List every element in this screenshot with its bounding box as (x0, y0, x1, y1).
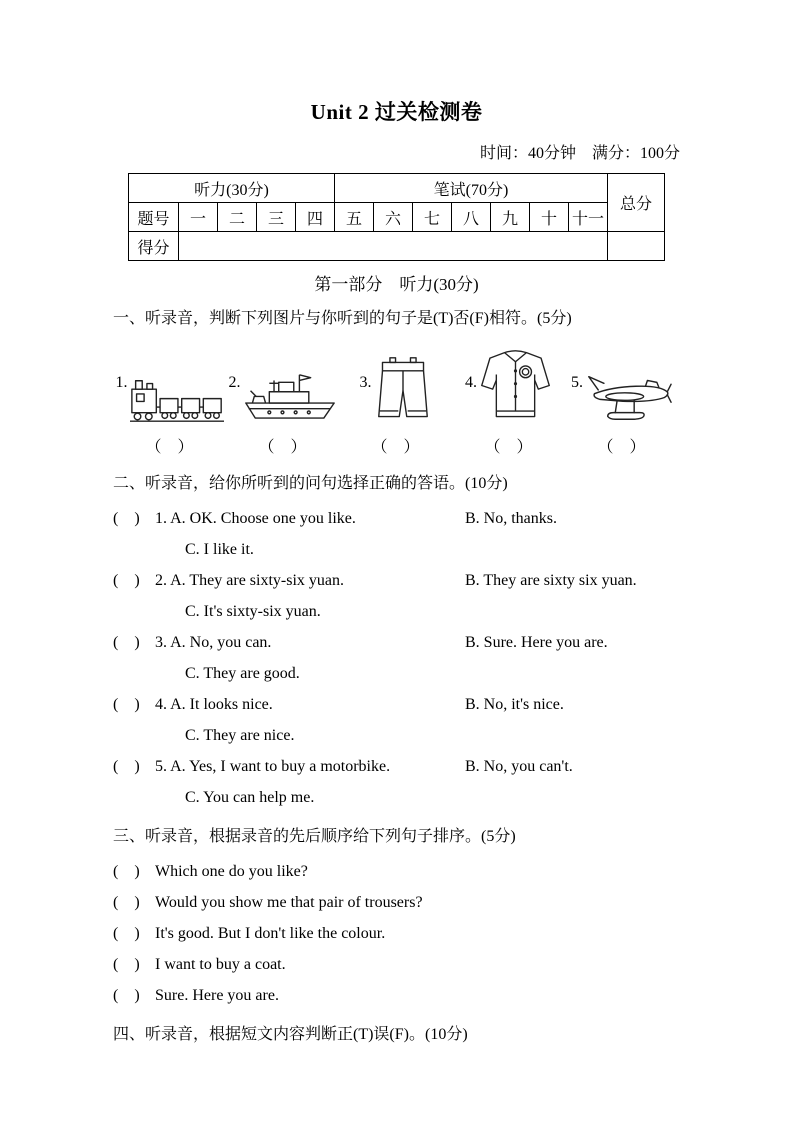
option-b: B. No, it's nice. (465, 696, 564, 713)
sentence-text: Which one do you like? (155, 863, 308, 880)
section4-title: 四、听录音，根据短文内容判断正(T)误(F)。(10分) (113, 1026, 468, 1043)
question-number-cell: 三 (257, 203, 296, 232)
picture-number: 5. (571, 374, 583, 391)
picture-number: 3. (359, 374, 372, 391)
picture-number: 1. (115, 374, 128, 391)
sentence-text: It's good. But I don't like the colour. (155, 925, 386, 942)
question-item-5 (113, 751, 680, 813)
option-c: C. They are nice. (185, 727, 295, 744)
question-number-cell: 二 (218, 203, 257, 232)
sentence-text: Sure. Here you are. (155, 987, 279, 1004)
sentence-text: Would you show me that pair of trousers? (155, 894, 423, 911)
answer-bracket: （ ） (484, 439, 533, 456)
question-number-cell: 十一 (569, 203, 608, 232)
answer-bracket: ( ) (113, 987, 140, 1004)
seaplane-icon (585, 371, 672, 424)
option-b: B. No, thanks. (465, 510, 557, 527)
score-row (129, 232, 665, 261)
picture-item-5 (565, 342, 678, 460)
option-a: 3. A. No, you can. (155, 634, 272, 651)
part1-header: 第一部分 听力(30分) (314, 275, 479, 294)
answer-bracket: ( ) (113, 758, 140, 775)
sentence-item-5 (113, 980, 680, 1011)
option-b: B. No, you can't. (465, 758, 573, 775)
option-c: C. You can help me. (185, 789, 315, 806)
question-item-4 (113, 689, 680, 751)
total-header-cell: 总分 (608, 174, 665, 232)
option-c: C. They are good. (185, 665, 300, 682)
section1-title: 一、听录音，判断下列图片与你听到的句子是(T)否(F)相符。(5分) (113, 310, 572, 327)
answer-bracket: ( ) (113, 863, 140, 880)
total-score-cell (608, 232, 665, 261)
question-number-cell: 五 (335, 203, 374, 232)
option-c: C. I like it. (185, 541, 254, 558)
answer-bracket: （ ） (258, 439, 307, 456)
score-row-label: 得分 (129, 232, 179, 261)
question-item-3 (113, 627, 680, 689)
option-a: 1. A. OK. Choose one you like. (155, 510, 356, 527)
option-a: 5. A. Yes, I want to buy a motorbike. (155, 758, 391, 775)
sentence-item-3 (113, 918, 680, 949)
question-number-cell: 四 (296, 203, 335, 232)
picture-number: 4. (465, 374, 477, 391)
option-a: 4. A. It looks nice. (155, 696, 273, 713)
question-number-cell: 六 (374, 203, 413, 232)
question-row-label: 题号 (129, 203, 179, 232)
answer-bracket: （ ） (371, 439, 420, 456)
picture-item-1 (113, 342, 226, 460)
section2-questions (113, 503, 680, 813)
answer-bracket: ( ) (113, 510, 140, 527)
answer-bracket: ( ) (113, 956, 140, 973)
shorts-icon (374, 355, 432, 424)
option-c: C. It's sixty-six yuan. (185, 603, 321, 620)
answer-bracket: ( ) (113, 894, 140, 911)
exam-time-score: 时间：40分钟 满分：100分 (479, 145, 680, 162)
question-number-cell: 八 (452, 203, 491, 232)
answer-bracket: ( ) (113, 634, 140, 651)
answer-bracket: （ ） (145, 439, 194, 456)
sentence-text: I want to buy a coat. (155, 956, 286, 973)
option-b: B. Sure. Here you are. (465, 634, 608, 651)
section3-sentences (113, 856, 680, 1011)
ship-icon (243, 367, 337, 424)
picture-item-4 (452, 342, 565, 460)
writing-header-cell: 笔试(70分) (335, 174, 608, 203)
jacket-icon (479, 347, 552, 424)
answer-bracket: ( ) (113, 696, 140, 713)
picture-number: 2. (228, 374, 241, 391)
score-table (128, 173, 665, 261)
sentence-item-1 (113, 856, 680, 887)
section2-title: 二、听录音，给你所听到的问句选择正确的答语。(10分) (113, 475, 508, 492)
question-item-2 (113, 565, 680, 627)
picture-item-3 (339, 342, 452, 460)
question-item-1 (113, 503, 680, 565)
question-number-cell: 十 (530, 203, 569, 232)
question-number-row (129, 203, 665, 232)
option-b: B. They are sixty six yuan. (465, 572, 637, 589)
score-fill-area (179, 232, 608, 261)
table-header-row (129, 174, 665, 203)
picture-item-2 (226, 342, 339, 460)
answer-bracket: ( ) (113, 925, 140, 942)
option-a: 2. A. They are sixty-six yuan. (155, 572, 345, 589)
question-number-cell: 九 (491, 203, 530, 232)
picture-row (113, 342, 680, 460)
listening-header-cell: 听力(30分) (129, 174, 335, 203)
question-number-cell: 七 (413, 203, 452, 232)
section3-title: 三、听录音，根据录音的先后顺序给下列句子排序。(5分) (113, 828, 516, 845)
page-title: Unit 2 过关检测卷 (310, 100, 483, 124)
answer-bracket: ( ) (113, 572, 140, 589)
train-icon (130, 377, 224, 424)
sentence-item-4 (113, 949, 680, 980)
answer-bracket: （ ） (597, 439, 646, 456)
sentence-item-2 (113, 887, 680, 918)
paper-content (113, 96, 680, 1048)
question-number-cell: 一 (179, 203, 218, 232)
